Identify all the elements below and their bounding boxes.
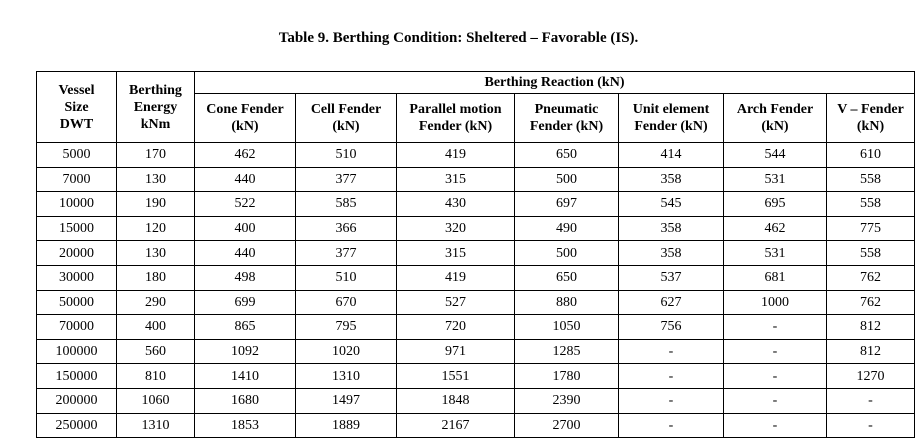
table-row — [37, 290, 915, 315]
table-cell: 500 — [515, 241, 619, 266]
table-cell: 762 — [827, 265, 915, 290]
table-cell: 419 — [397, 143, 515, 168]
table-cell: 697 — [515, 192, 619, 217]
table-cell: 366 — [296, 216, 397, 241]
table-cell: 462 — [724, 216, 827, 241]
table-cell: 419 — [397, 265, 515, 290]
table-cell: 531 — [724, 241, 827, 266]
table-cell: 20000 — [37, 241, 117, 266]
table-cell: 10000 — [37, 192, 117, 217]
table-cell: - — [724, 339, 827, 364]
table-cell: 510 — [296, 143, 397, 168]
header-pneumatic-fender: Pneumatic Fender (kN) — [515, 94, 619, 143]
table-cell: - — [724, 413, 827, 438]
table-cell: 414 — [619, 143, 724, 168]
table-cell: 180 — [117, 265, 195, 290]
table-cell: 150000 — [37, 364, 117, 389]
table-cell: 585 — [296, 192, 397, 217]
table-cell: 250000 — [37, 413, 117, 438]
table-cell: 130 — [117, 241, 195, 266]
table-cell: 812 — [827, 339, 915, 364]
table-cell: 545 — [619, 192, 724, 217]
table-cell: 560 — [117, 339, 195, 364]
table-row — [37, 315, 915, 340]
table-cell: 315 — [397, 241, 515, 266]
table-cell: 1020 — [296, 339, 397, 364]
table-cell: 812 — [827, 315, 915, 340]
table-cell: 15000 — [37, 216, 117, 241]
table-cell: 1551 — [397, 364, 515, 389]
table-body — [37, 143, 915, 438]
table-cell: 527 — [397, 290, 515, 315]
table-cell: 2390 — [515, 388, 619, 413]
table-cell: 650 — [515, 265, 619, 290]
table-cell: 522 — [195, 192, 296, 217]
table-cell: - — [827, 388, 915, 413]
table-cell: 880 — [515, 290, 619, 315]
table-cell: - — [619, 339, 724, 364]
table-cell: 440 — [195, 167, 296, 192]
table-cell: 120 — [117, 216, 195, 241]
table-cell: 500 — [515, 167, 619, 192]
table-cell: 810 — [117, 364, 195, 389]
table-cell: 100000 — [37, 339, 117, 364]
table-cell: 610 — [827, 143, 915, 168]
table-cell: 358 — [619, 167, 724, 192]
table-cell: 756 — [619, 315, 724, 340]
table-cell: 377 — [296, 241, 397, 266]
table-cell: 1060 — [117, 388, 195, 413]
table-cell: 50000 — [37, 290, 117, 315]
table-cell: 498 — [195, 265, 296, 290]
table-cell: - — [619, 364, 724, 389]
header-berthing-energy: Berthing Energy kNm — [117, 72, 195, 143]
table-cell: 558 — [827, 167, 915, 192]
table-cell: 971 — [397, 339, 515, 364]
table-cell: 1310 — [117, 413, 195, 438]
table-cell: 1285 — [515, 339, 619, 364]
table-cell: 130 — [117, 167, 195, 192]
table-cell: 531 — [724, 167, 827, 192]
table-cell: 400 — [195, 216, 296, 241]
table-cell: 200000 — [37, 388, 117, 413]
table-row — [37, 388, 915, 413]
table-cell: 430 — [397, 192, 515, 217]
table-row — [37, 241, 915, 266]
table-cell: - — [724, 315, 827, 340]
table-cell: 695 — [724, 192, 827, 217]
table-cell: 1092 — [195, 339, 296, 364]
header-parallel-motion-fender: Parallel motion Fender (kN) — [397, 94, 515, 143]
table-cell: 762 — [827, 290, 915, 315]
table-cell: 1680 — [195, 388, 296, 413]
table-cell: 699 — [195, 290, 296, 315]
table-cell: 440 — [195, 241, 296, 266]
table-cell: 1780 — [515, 364, 619, 389]
table-cell: 537 — [619, 265, 724, 290]
table-cell: 2167 — [397, 413, 515, 438]
table-cell: 1848 — [397, 388, 515, 413]
table-row — [37, 167, 915, 192]
header-cone-fender: Cone Fender (kN) — [195, 94, 296, 143]
table-cell: 400 — [117, 315, 195, 340]
table-cell: 627 — [619, 290, 724, 315]
table-cell: 30000 — [37, 265, 117, 290]
table-cell: 1889 — [296, 413, 397, 438]
table-cell: - — [619, 413, 724, 438]
table-cell: 670 — [296, 290, 397, 315]
table-cell: 377 — [296, 167, 397, 192]
table-cell: 290 — [117, 290, 195, 315]
table-cell: 1000 — [724, 290, 827, 315]
table-row — [37, 413, 915, 438]
table-cell: 358 — [619, 216, 724, 241]
header-unit-element-fender: Unit element Fender (kN) — [619, 94, 724, 143]
table-caption: Table 9. Berthing Condition: Sheltered – Favorable (IS). — [278, 30, 639, 46]
header-berthing-reaction: Berthing Reaction (kN) — [195, 72, 915, 94]
table-row — [37, 339, 915, 364]
table-cell: 510 — [296, 265, 397, 290]
table-cell: 1853 — [195, 413, 296, 438]
table-cell: 1270 — [827, 364, 915, 389]
table-cell: 315 — [397, 167, 515, 192]
berthing-reaction-table — [36, 71, 915, 438]
table-cell: 650 — [515, 143, 619, 168]
table-cell: 775 — [827, 216, 915, 241]
table-cell: 681 — [724, 265, 827, 290]
table-cell: 544 — [724, 143, 827, 168]
table-cell: 70000 — [37, 315, 117, 340]
table-cell: - — [724, 364, 827, 389]
header-v-fender: V – Fender (kN) — [827, 94, 915, 143]
table-cell: 1497 — [296, 388, 397, 413]
table-row — [37, 216, 915, 241]
table-cell: - — [724, 388, 827, 413]
table-cell: 720 — [397, 315, 515, 340]
table-row — [37, 265, 915, 290]
table-cell: 1410 — [195, 364, 296, 389]
table-cell: 558 — [827, 192, 915, 217]
table-row — [37, 192, 915, 217]
table-cell: 320 — [397, 216, 515, 241]
table-cell: 190 — [117, 192, 195, 217]
table-cell: 7000 — [37, 167, 117, 192]
table-cell: 558 — [827, 241, 915, 266]
header-arch-fender: Arch Fender (kN) — [724, 94, 827, 143]
table-cell: 1310 — [296, 364, 397, 389]
table-cell: - — [619, 388, 724, 413]
table-cell: 490 — [515, 216, 619, 241]
table-row — [37, 364, 915, 389]
table-cell: 795 — [296, 315, 397, 340]
table-cell: 358 — [619, 241, 724, 266]
table-cell: 865 — [195, 315, 296, 340]
table-cell: 462 — [195, 143, 296, 168]
table-row — [37, 143, 915, 168]
header-vessel-size: Vessel Size DWT — [37, 72, 117, 143]
table-cell: 2700 — [515, 413, 619, 438]
table-cell: 170 — [117, 143, 195, 168]
table-cell: 5000 — [37, 143, 117, 168]
header-cell-fender: Cell Fender (kN) — [296, 94, 397, 143]
table-cell: - — [827, 413, 915, 438]
table-cell: 1050 — [515, 315, 619, 340]
